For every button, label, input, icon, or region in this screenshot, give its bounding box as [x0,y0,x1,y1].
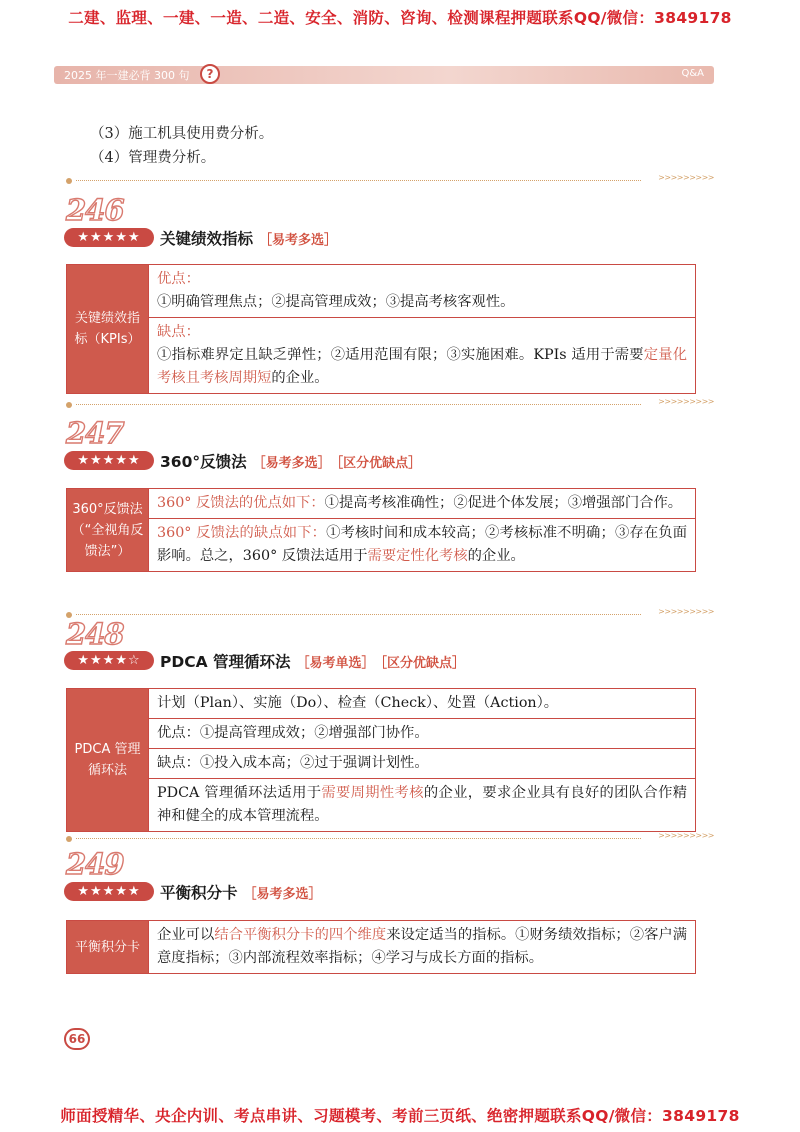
section-divider: >>>>>>>>> [66,610,714,620]
section-title [160,881,322,903]
top-promo-banner: 二建、监理、一建、一造、二造、安全、消防、咨询、检测课程押题联系QQ/微信：3849178 [68,9,732,27]
book-title: 2025 年一建必背 300 句 [64,69,190,82]
dis-text: ①指标难界定且缺乏弹性；②适用范围有限；③实施困难。KPIs 适用于需要定量化考核且考核周期短的企业。 [157,347,687,386]
feedback-360-disadvantages: 360° 反馈法的缺点如下：①考核时间和成本较高；②考核标准不明确；③存在负面影响。总之，360° 反馈法适用于需要定性化考核的企业。 [149,519,696,572]
section-divider: >>>>>>>>> [66,176,714,186]
section-title [160,450,421,472]
exam-tag: ［易考多选］ [259,233,338,248]
section-title [160,650,465,672]
feedback-360-label: 360°反馈法（“全视角反馈法”） [67,489,149,572]
question-mark-icon: ? [200,64,220,84]
bsc-content: 企业可以结合平衡积分卡的四个维度来设定适当的指标。①财务绩效指标；②客户满意度指标；③内部流程效率指标；④学习与成长方面的指标。 [149,921,696,974]
exam-tag: ［区分优缺点］ [336,456,422,471]
highlight-text: 需要周期性考核 [321,785,424,801]
exam-tag: ［易考单选］ [296,656,375,671]
pdca-stages: 计划（Plan）、实施（Do）、检查（Check）、处置（Action）。 [149,689,696,719]
pdca-advantages: 优点：①提高管理成效；②增强部门协作。 [149,719,696,749]
pdca-disadvantages: 缺点：①投入成本高；②过于强调计划性。 [149,749,696,779]
section-number: 247 [66,416,124,450]
highlight-text: 结合平衡积分卡的四个维度 [214,927,387,943]
bottom-promo-banner: 师面授精华、央企内训、考点串讲、习题模考、考前三页纸、绝密押题联系QQ/微信：3849178 [60,1107,740,1125]
section-title-text: 关键绩效指标 [160,230,254,248]
section-title-text: 360°反馈法 [160,453,247,471]
kpi-advantages [149,265,696,318]
page-header [54,66,714,84]
bsc-table [66,920,696,974]
adv-heading: 优点： [157,271,200,287]
kpi-disadvantages [149,318,696,394]
section-number: 246 [66,193,124,227]
qa-label: Q&A [681,68,704,79]
section-number: 248 [66,617,124,651]
bsc-label: 平衡积分卡 [67,921,149,974]
kpi-label: 关键绩效指标（KPIs） [67,265,149,394]
section-title-text: PDCA 管理循环法 [160,653,291,671]
exam-tag: ［易考多选］ [243,887,322,902]
exam-tag: ［区分优缺点］ [380,656,466,671]
adv-text: ①明确管理焦点；②提高管理成效；③提高考核客观性。 [157,294,515,310]
continued-item-3: （3）施工机具使用费分析。 [90,126,274,142]
kpi-table [66,264,696,394]
section-title-text: 平衡积分卡 [160,884,238,902]
section-divider: >>>>>>>>> [66,834,714,844]
pdca-label: PDCA 管理循环法 [67,689,149,832]
highlight-text: 需要定性化考核 [367,548,468,564]
page-number: 66 [64,1028,90,1050]
star-rating: ★★★★★ [64,451,154,470]
exam-tag: ［易考多选］ [252,456,331,471]
star-rating: ★★★★★ [64,228,154,247]
feedback-360-table [66,488,696,572]
highlight-text: 定量化考核且考核周期短 [157,347,687,386]
section-title [160,227,337,249]
pdca-applicability: PDCA 管理循环法适用于需要周期性考核的企业，要求企业具有良好的团队合作精神和健全的成本管理流程。 [149,779,696,832]
section-number: 249 [66,847,124,881]
continued-item-4: （4）管理费分析。 [90,150,216,166]
star-rating: ★★★★☆ [64,651,154,670]
pdca-table [66,688,696,832]
section-divider: >>>>>>>>> [66,400,714,410]
feedback-360-advantages: 360° 反馈法的优点如下：①提高考核准确性；②促进个体发展；③增强部门合作。 [149,489,696,519]
dis-heading: 缺点： [157,324,200,340]
star-rating: ★★★★★ [64,882,154,901]
